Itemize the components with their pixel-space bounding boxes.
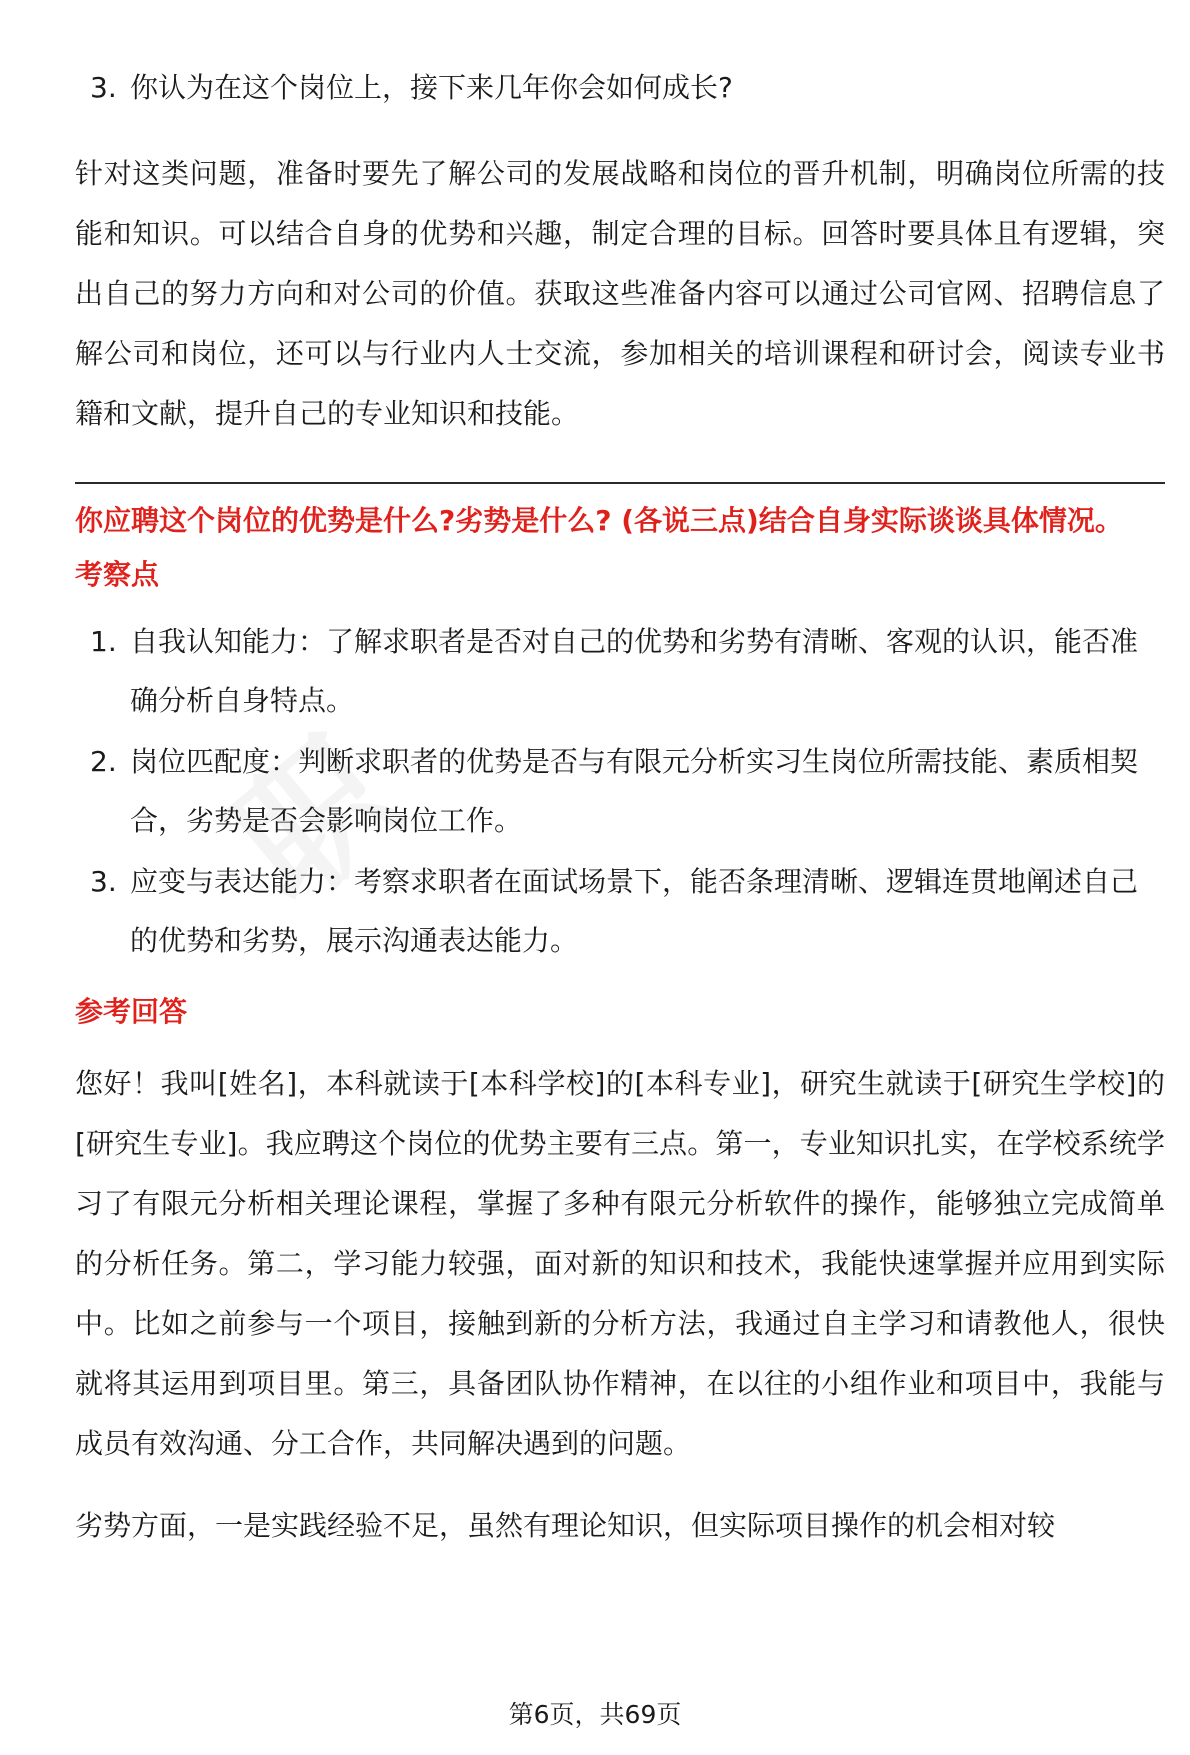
list-item-number: 3. [90,865,117,898]
answer-paragraph: 您好！我叫[姓名]，本科就读于[本科学校]的[本科专业]，研究生就读于[研究生学校]的[研究生专业]。我应聘这个岗位的优势主要有三点。第一，专业知识扎实，在学校系统学习了有限元分析相关理论课程，掌握了多种有限元分析软件的操作，能够独立完成简单的分析任务。第二，学习能力较强，面对新的知识和技术，我能快速掌握并应用到实际中。比如之前参与一个项目，接触到新的分析方法，我通过自主学习和请教他人，很快就将其运用到项目里。第三，具备团队协作精神，在以往的小组作业和项目中，我能与成员有效沟通、分工合作，共同解决遇到的问题。 [75,1067,1165,1460]
list-item-number: 2. [90,745,117,778]
list-item-text: 应变与表达能力：考察求职者在面试场景下，能否条理清晰、逻辑连贯地阐述自己的优势和劣势，展示沟通表达能力。 [130,865,1139,957]
answer-paragraph: 劣势方面，一是实践经验不足，虽然有理论知识，但实际项目操作的机会相对较 [75,1509,1056,1542]
page-number: 第6页，共69页 [508,1700,682,1729]
list-item [75,612,1165,730]
answer-paragraph: 针对这类问题，准备时要先了解公司的发展战略和岗位的晋升机制，明确岗位所需的技能和知识。可以结合自身的优势和兴趣，制定合理的目标。回答时要具体且有逻辑，突出自己的努力方向和对公司的价值。获取这些准备内容可以通过公司官网、招聘信息了解公司和岗位，还可以与行业内人士交流，参加相关的培训课程和研讨会，阅读专业书籍和文献，提升自己的专业知识和技能。 [75,157,1165,430]
list-item [75,732,1165,850]
content [75,58,1165,1556]
list-item-text: 岗位匹配度：判断求职者的优势是否与有限元分析实习生岗位所需技能、素质相契合，劣势是否会影响岗位工作。 [130,745,1139,837]
question-title: 你应聘这个岗位的优势是什么?劣势是什么? (各说三点)结合自身实际谈谈具体情况。 [75,504,1123,537]
top-list [75,58,1165,117]
points-heading: 考察点 [75,558,160,591]
list-item-number: 3. [90,71,117,104]
list-item [75,852,1165,970]
answer-heading: 参考回答 [75,995,188,1028]
list-item-text: 自我认知能力：了解求职者是否对自己的优势和劣势有清晰、客观的认识，能否准确分析自身特点。 [130,625,1139,717]
list-item-text: 你认为在这个岗位上，接下来几年你会如何成长? [130,71,733,104]
list-item-number: 1. [90,625,117,658]
list-item [75,58,1165,117]
points-list [75,612,1165,970]
section-divider [75,482,1165,484]
